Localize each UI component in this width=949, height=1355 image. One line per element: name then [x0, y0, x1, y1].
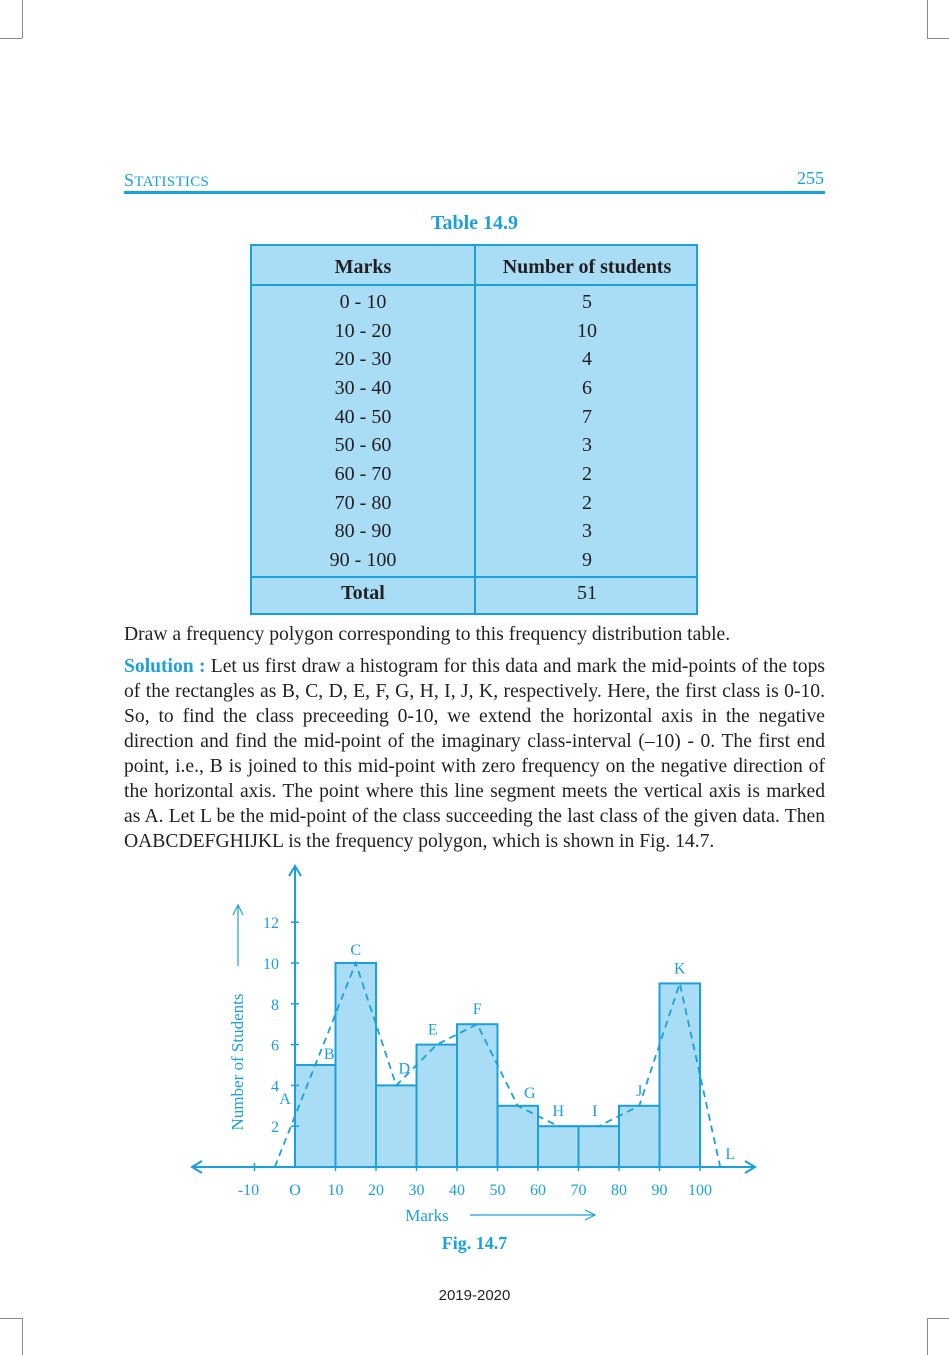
- table-row: 70 - 80 2: [334, 492, 592, 514]
- polygon-point-label: G: [523, 1084, 536, 1102]
- histogram-bar: [498, 1106, 539, 1167]
- running-header-title: STATISTICS: [124, 170, 210, 190]
- x-axis-label: Marks: [405, 1206, 449, 1225]
- polygon-point-label: I: [592, 1103, 598, 1121]
- histogram-bar: [376, 1085, 417, 1167]
- histogram-bar: [295, 1065, 336, 1167]
- histogram-bar: [538, 1126, 579, 1167]
- polygon-point-label: A: [279, 1091, 291, 1108]
- figure-caption: Fig. 14.7: [441, 1233, 508, 1253]
- table-row: 60 - 70 2: [334, 463, 592, 485]
- table-caption: Table 14.9: [430, 212, 519, 234]
- polygon-point-label: H: [552, 1103, 565, 1121]
- crop-mark: [927, 38, 949, 39]
- page-number: 255: [797, 168, 824, 188]
- polygon-point-label: F: [472, 1001, 482, 1019]
- table-total-value: 51: [577, 582, 597, 604]
- y-tick-label: 2: [271, 1119, 279, 1137]
- y-tick-label: 8: [271, 996, 279, 1014]
- table-row: 30 - 40 6: [334, 377, 592, 399]
- table-row: 20 - 30 4: [334, 348, 592, 370]
- x-tick-label: O: [289, 1182, 301, 1199]
- table-row: 50 - 60 3: [334, 434, 592, 456]
- table-header-students: Number of students: [502, 256, 672, 278]
- crop-mark: [927, 0, 928, 38]
- histogram-bar: [336, 963, 377, 1167]
- y-tick-label: 12: [263, 915, 279, 933]
- x-tick-label: 30: [408, 1182, 425, 1199]
- y-tick-label: 6: [271, 1037, 279, 1055]
- question-text: Draw a frequency polygon corresponding to this frequency distribution table.: [124, 624, 731, 645]
- x-tick-label: 90: [651, 1182, 668, 1199]
- solution-text: Let us first draw a histogram for this data and mark the mid-points of the tops of the rectangles as B, C, D, E, F, G, H, I, J, K, respectively. Here, the first class is 0-10. So, to find the class preceeding 0-10, we extend the horizontal axis in the negative direction and find the mid-point of the imaginary class-interval (–10) - 0. The first end point, i.e., B is joined to this mid-point with zero frequency on the negative direction of the horizontal axis. The point where this line segment meets the vertical axis is marked as A. Let L be the mid-point of the class succeeding the last class of the given data. Then OABCDEFGHIJKL is the frequency polygon, which is shown in Fig. 14.7.: [124, 656, 825, 852]
- y-tick-label: 10: [263, 956, 279, 973]
- crop-mark: [0, 38, 22, 39]
- x-tick-label: 10: [327, 1182, 344, 1199]
- frequency-table: [250, 244, 698, 615]
- solution-label: Solution :: [124, 656, 206, 677]
- table-header-marks: Marks: [334, 256, 392, 278]
- crop-mark: [22, 1318, 23, 1355]
- table-row: 40 - 50 7: [334, 406, 592, 428]
- histogram-bar: [579, 1126, 620, 1167]
- table-header-rule: [252, 284, 696, 286]
- table-total-label: Total: [341, 582, 385, 604]
- table-row: 10 - 20 10: [334, 320, 597, 342]
- crop-mark: [927, 1318, 949, 1319]
- header-rule: [124, 191, 825, 194]
- histogram-bar: [417, 1045, 458, 1167]
- crop-mark: [0, 1318, 22, 1319]
- x-tick-label: 40: [449, 1182, 465, 1199]
- polygon-point-label: B: [323, 1046, 335, 1063]
- table-row: 90 - 100 9: [329, 549, 592, 571]
- polygon-point-label: E: [427, 1021, 438, 1039]
- crop-mark: [22, 0, 23, 38]
- x-tick-label: 20: [368, 1182, 384, 1199]
- crop-mark: [927, 1318, 928, 1355]
- solution-paragraph: [124, 654, 825, 854]
- polygon-point-label: J: [636, 1082, 643, 1100]
- x-tick-label: 70: [570, 1182, 587, 1199]
- histogram-bar: [457, 1024, 498, 1167]
- x-tick-label: 60: [530, 1182, 546, 1199]
- x-tick-label: 50: [489, 1182, 506, 1199]
- frequency-polygon-chart: [180, 860, 770, 1230]
- x-tick-label: -10: [237, 1182, 260, 1199]
- table-row: 80 - 90 3: [334, 520, 592, 542]
- histogram-bar: [660, 983, 701, 1167]
- polygon-point-label: D: [398, 1060, 411, 1078]
- polygon-point-label: L: [725, 1146, 736, 1163]
- y-tick-label: 4: [271, 1078, 279, 1096]
- x-tick-label: 80: [611, 1182, 627, 1199]
- x-tick-label: 100: [688, 1182, 712, 1199]
- histogram-bar: [619, 1106, 660, 1167]
- page-footer: 2019-2020: [438, 1287, 511, 1304]
- y-axis-label: Number of Students: [228, 993, 247, 1131]
- polygon-point-label: K: [673, 960, 686, 978]
- table-row: 0 - 10 5: [339, 291, 592, 313]
- polygon-point-label: C: [350, 942, 362, 959]
